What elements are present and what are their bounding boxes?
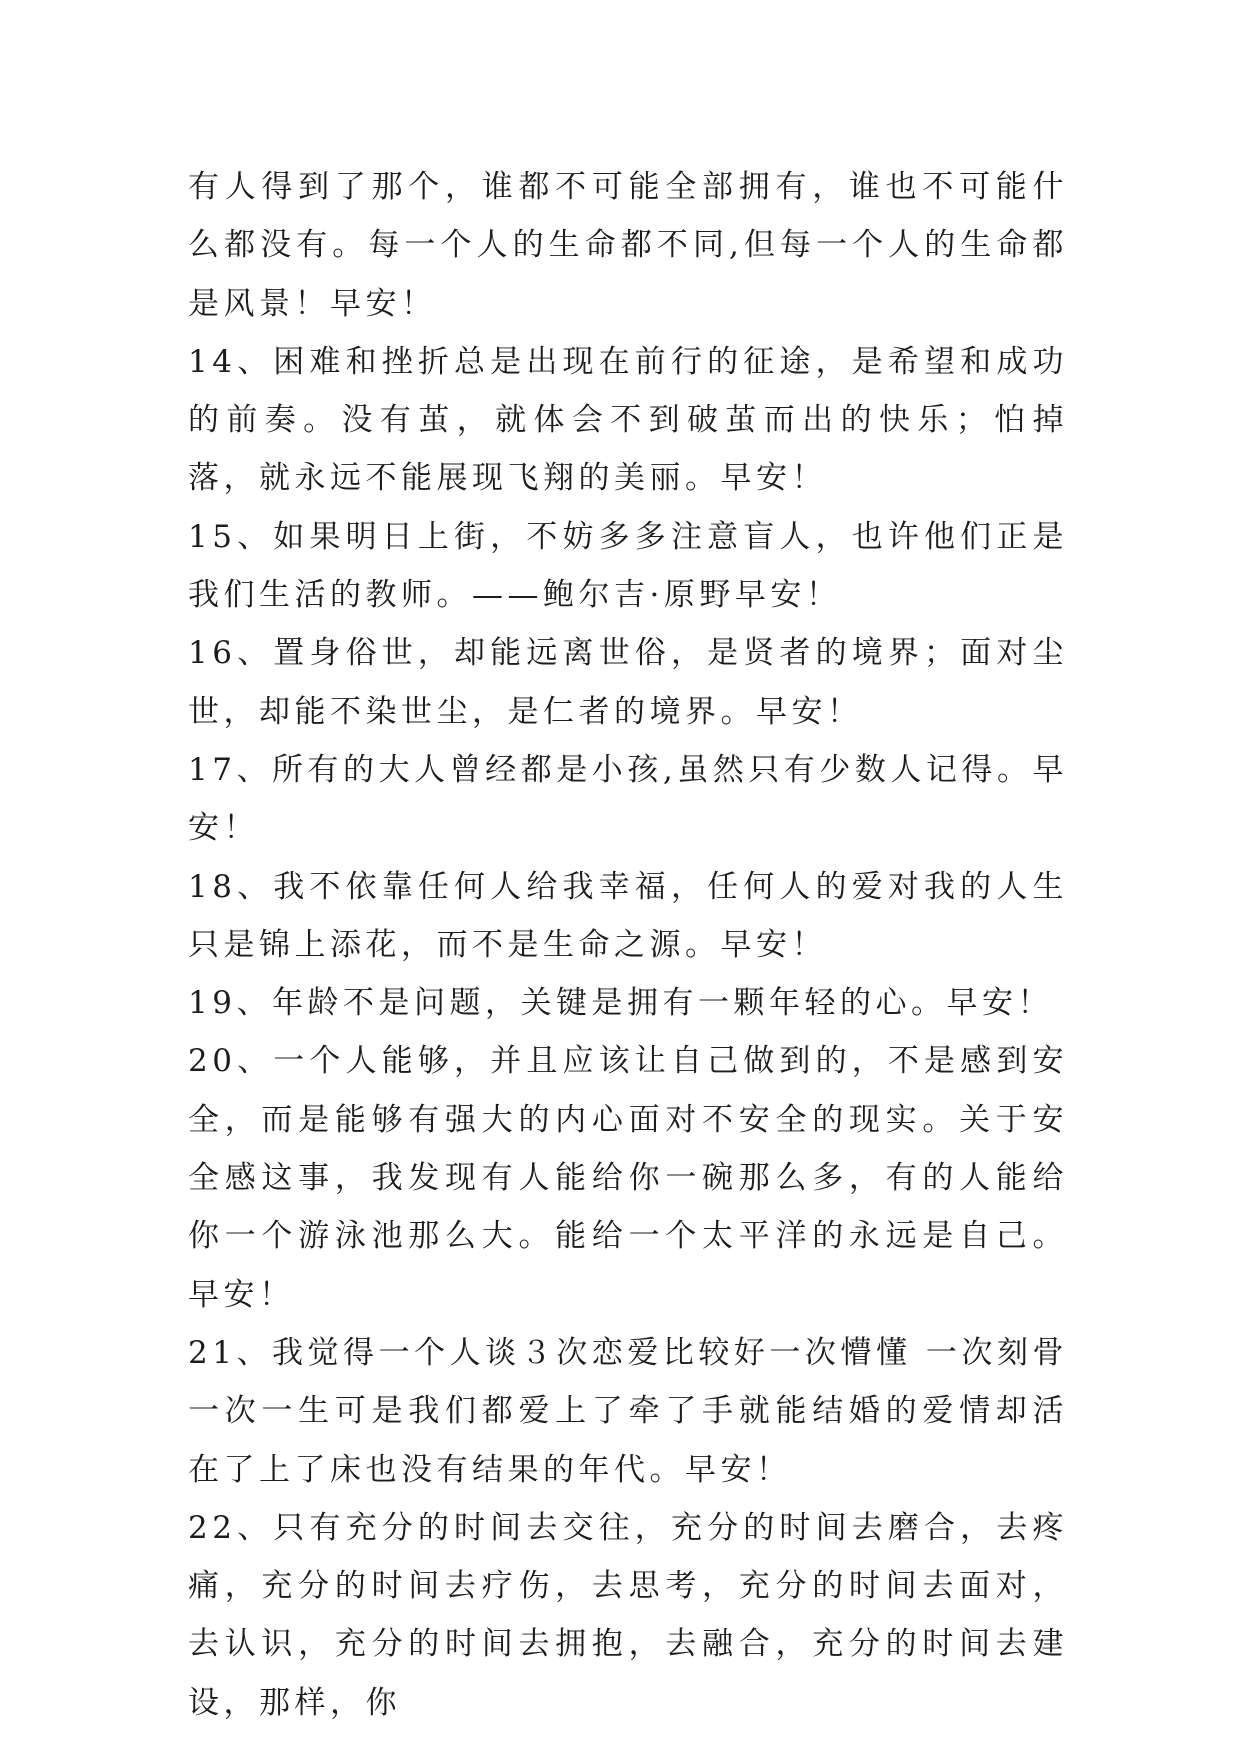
paragraph-16: 16、置身俗世，却能远离世俗，是贤者的境界；面对尘世，却能不染世尘，是仁者的境界。早安！ [188,635,1068,730]
paragraph-21: 21、我觉得一个人谈３次恋爱比较好一次懵懂 一次刻骨 一次一生可是我们都爱上了牵了手就能结婚的爱情却活在了上了床也没有结果的年代。早安！ [188,1334,1068,1488]
paragraph-20: 20、一个人能够，并且应该让自己做到的，不是感到安全，而是能够有强大的内心面对不安全的现实。关于安全感这事，我发现有人能给你一碗那么多，有的人能给你一个游泳池那么大。能给一个太平洋的永远是自己。早安！ [188,1043,1068,1313]
paragraph-19: 19、年龄不是问题，关键是拥有一颗年轻的心。早安！ [188,985,1053,1022]
paragraph-18: 18、我不依靠任何人给我幸福，任何人的爱对我的人生只是锦上添花，而不是生命之源。早安！ [188,868,1068,963]
paragraph-15: 15、如果明日上街，不妨多多注意盲人，也许他们正是我们生活的教师。——鲍尔吉·原野早安！ [188,518,1068,614]
paragraph-22: 22、只有充分的时间去交往，充分的时间去磨合，去疼痛，充分的时间去疗伤，去思考，充分的时间去面对，去认识，充分的时间去拥抱，去融合，充分的时间去建设，那样，你 [188,1509,1068,1721]
paragraph-17: 17、所有的大人曾经都是小孩,虽然只有少数人记得。早安！ [188,751,1068,847]
document-body [188,158,1068,1732]
paragraph-continued: 有人得到了那个，谁都不可能全部拥有，谁也不可能什么都没有。每一个人的生命都不同,但每一个人的生命都是风景！早安！ [188,169,1068,322]
paragraph-14: 14、困难和挫折总是出现在前行的征途，是希望和成功的前奏。没有茧，就体会不到破茧而出的快乐；怕掉落，就永远不能展现飞翔的美丽。早安！ [188,343,1068,497]
